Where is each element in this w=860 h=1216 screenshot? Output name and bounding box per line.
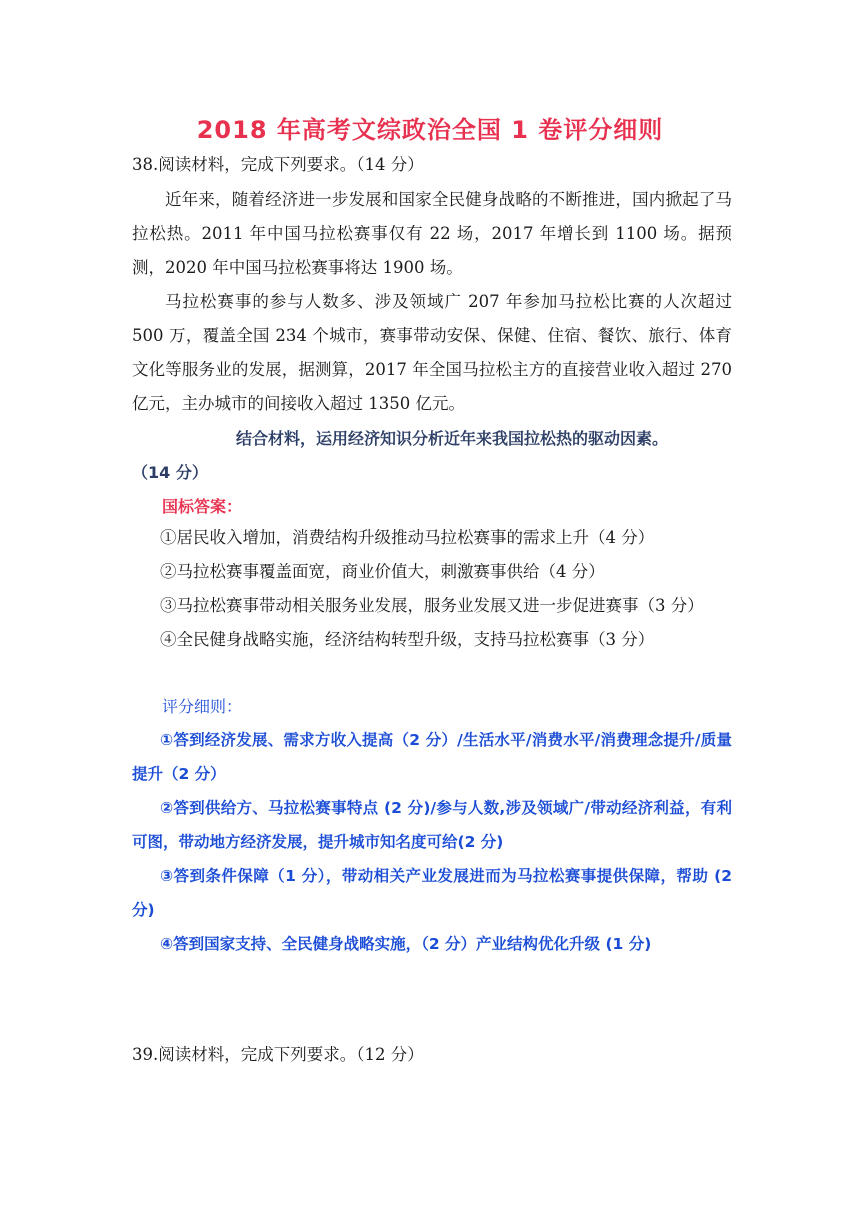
question-39-header: 39.阅读材料，完成下列要求。（12 分） (132, 1045, 424, 1064)
instruction-line-2: （14 分） (132, 463, 208, 482)
rule-item-1: ①答到经济发展、需求方收入提高（2 分）/生活水平/消费水平/消费理念提升/质量提升（2 分） (132, 731, 732, 783)
material-paragraph-2: 马拉松赛事的参与人数多、涉及领域广 207 年参加马拉松比赛的人次超过 500 万，覆盖全国 234 个城市，赛事带动安保、保健、住宿、餐饮、旅行、体育文化等服务业的发展，据测算，2017 年全国马拉松主方的直接营业收入超过 270 亿元，主办城市的间接收入超过 1350 亿元。 (132, 292, 732, 413)
question-38-instruction (132, 422, 732, 490)
answer-item-3 (132, 589, 732, 623)
rule-item-4: ④答到国家支持、全民健身战略实施，（2 分）产业结构优化升级 (1 分) (160, 935, 652, 953)
question-38-material (132, 183, 732, 421)
document-title: 2018 年高考文综政治全国 1 卷评分细则 (196, 116, 664, 144)
standard-answer-title: 国标答案： (162, 497, 243, 516)
answer-item-1: ①居民收入增加，消费结构升级推动马拉松赛事的需求上升（4 分） (160, 528, 655, 547)
rule-item-2: ②答到供给方、马拉松赛事特点 (2 分)/参与人数,涉及领域广/带动经济利益，有利可图，带动地方经济发展，提升城市知名度可给(2 分) (132, 799, 732, 851)
rule-item-3: ③答到条件保障（1 分），带动相关产业发展进而为马拉松赛事提供保障，帮助 (2 分) (132, 867, 732, 919)
standard-answer-list (132, 521, 732, 657)
instruction-line-1: 结合材料，运用经济知识分析近年来我国拉松热的驱动因素。 (236, 429, 669, 448)
answer-item-2: ②马拉松赛事覆盖面宽，商业价值大，刺激赛事供给（4 分） (160, 562, 605, 581)
scoring-rules-list (132, 723, 732, 961)
scoring-rules-title: 评分细则： (162, 697, 243, 716)
question-38-header: 38.阅读材料，完成下列要求。（14 分） (132, 155, 424, 174)
answer-item-3-text: ③马拉松赛事带动相关服务业发展，服务业发展又进一步促进赛事（3 分） (160, 596, 704, 615)
material-paragraph-1: 近年来，随着经济进一步发展和国家全民健身战略的不断推进，国内掀起了马拉松热。2011 年中国马拉松赛事仅有 22 场，2017 年增长到 1100 场。据预测，2020 年中国马拉松赛事将达 1900 场。 (132, 190, 732, 277)
answer-item-4: ④全民健身战略实施，经济结构转型升级，支持马拉松赛事（3 分） (160, 630, 655, 649)
